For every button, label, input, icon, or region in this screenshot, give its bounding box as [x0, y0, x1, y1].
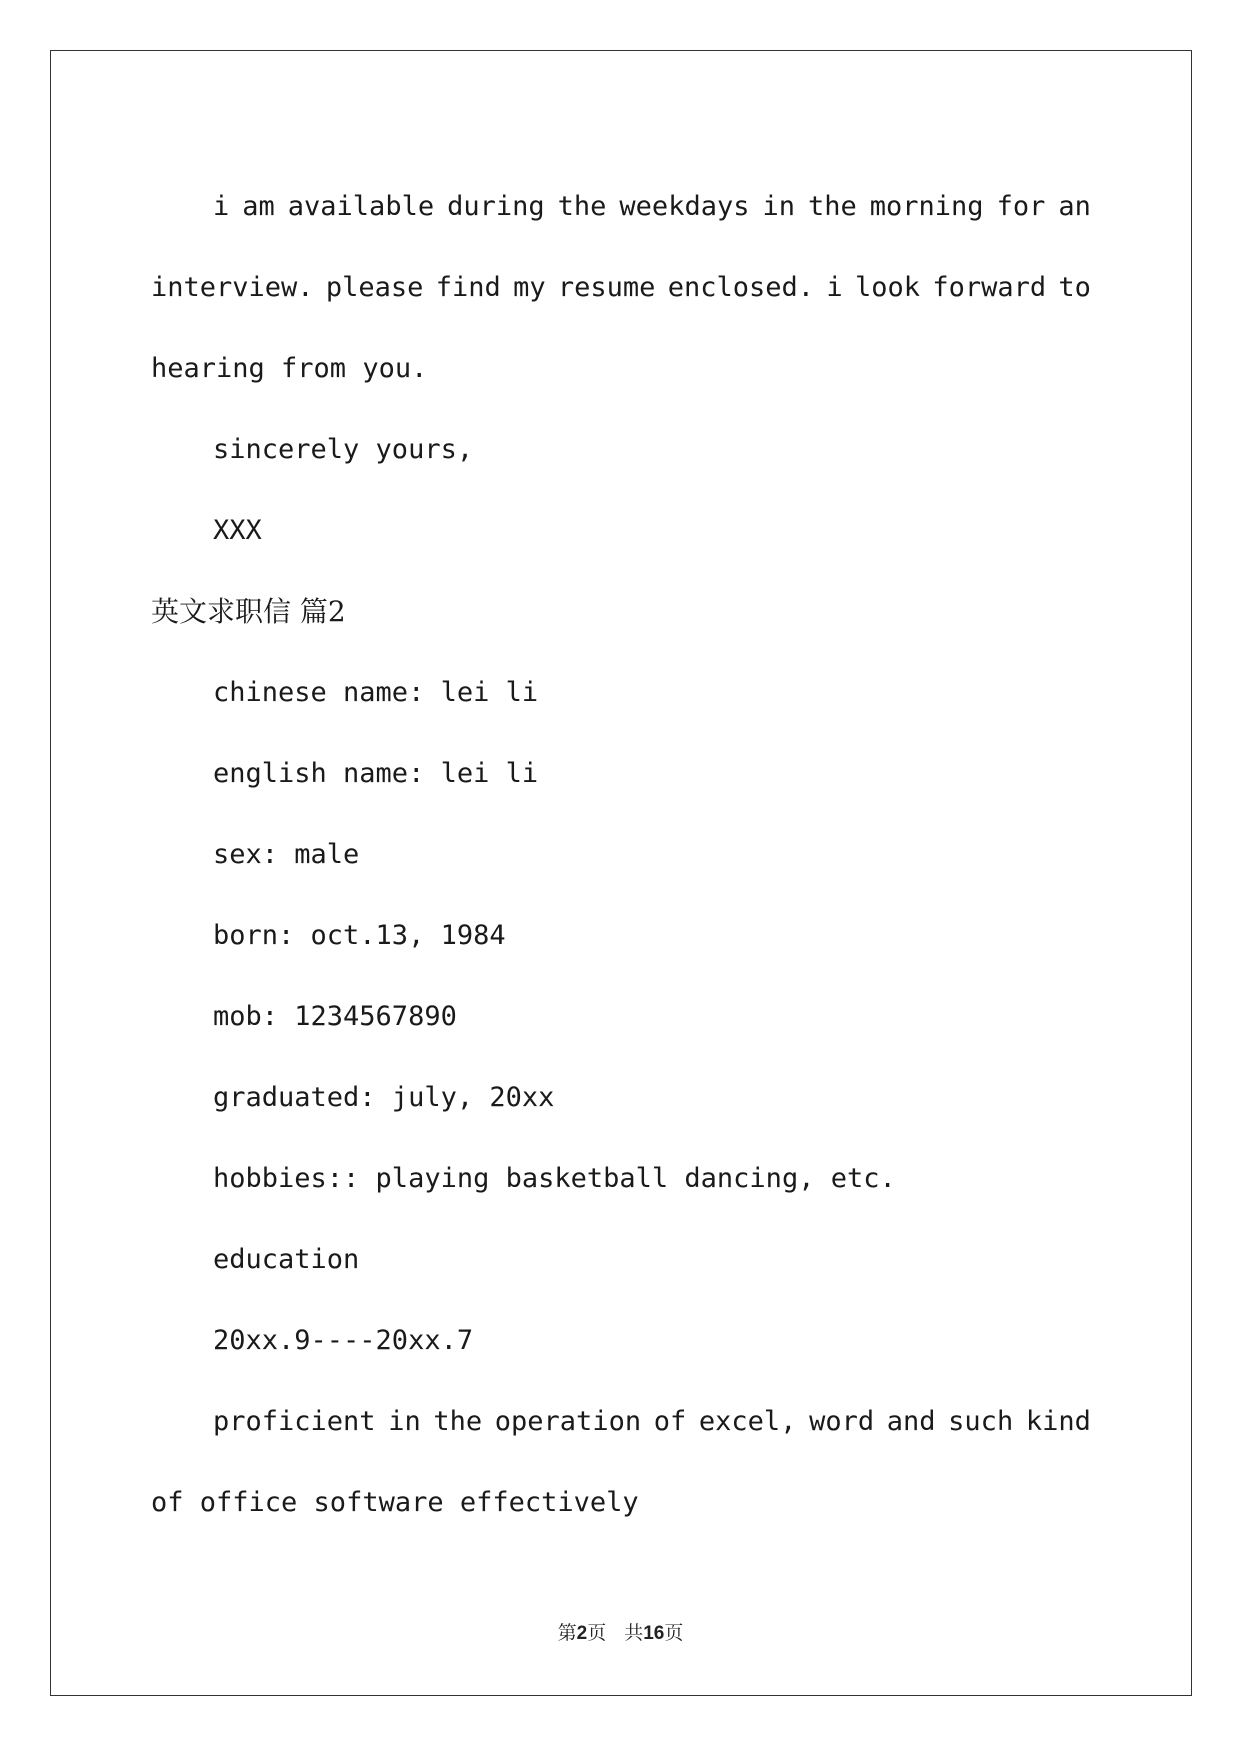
text-line: mob: 1234567890: [213, 1001, 457, 1032]
page-footer: [0, 1618, 1241, 1645]
text-line: XXX: [213, 515, 262, 546]
text-line: graduated: july, 20xx: [213, 1082, 555, 1113]
section-heading: 英文求职信 篇2: [151, 595, 346, 628]
text-line: hobbies:: playing basketball dancing, etc.: [213, 1163, 896, 1194]
footer-page-word: 页: [587, 1622, 607, 1644]
text-line: education: [213, 1244, 360, 1275]
text-line: proficient in the operation of excel, word and such kind: [213, 1406, 1091, 1437]
text-line: hearing from you.: [151, 353, 428, 384]
text-line: of office software effectively: [151, 1487, 639, 1518]
total-page-count: 16: [643, 1623, 665, 1644]
text-line: sincerely yours,: [213, 434, 474, 465]
text-line: sex: male: [213, 839, 360, 870]
text-line: english name: lei li: [213, 758, 539, 789]
text-line: chinese name: lei li: [213, 677, 539, 708]
document-body: [151, 166, 1091, 1543]
footer-total-prefix: 共: [624, 1622, 644, 1644]
footer-prefix: 第: [557, 1622, 577, 1644]
text-line: 20xx.9----20xx.7: [213, 1325, 474, 1356]
current-page-number: 2: [576, 1623, 588, 1644]
text-line: interview. please find my resume enclosed. i look forward to: [151, 272, 1091, 303]
footer-total-suffix: 页: [664, 1622, 684, 1644]
text-line: i am available during the weekdays in the morning for an: [213, 191, 1091, 222]
text-line: born: oct.13, 1984: [213, 920, 506, 951]
